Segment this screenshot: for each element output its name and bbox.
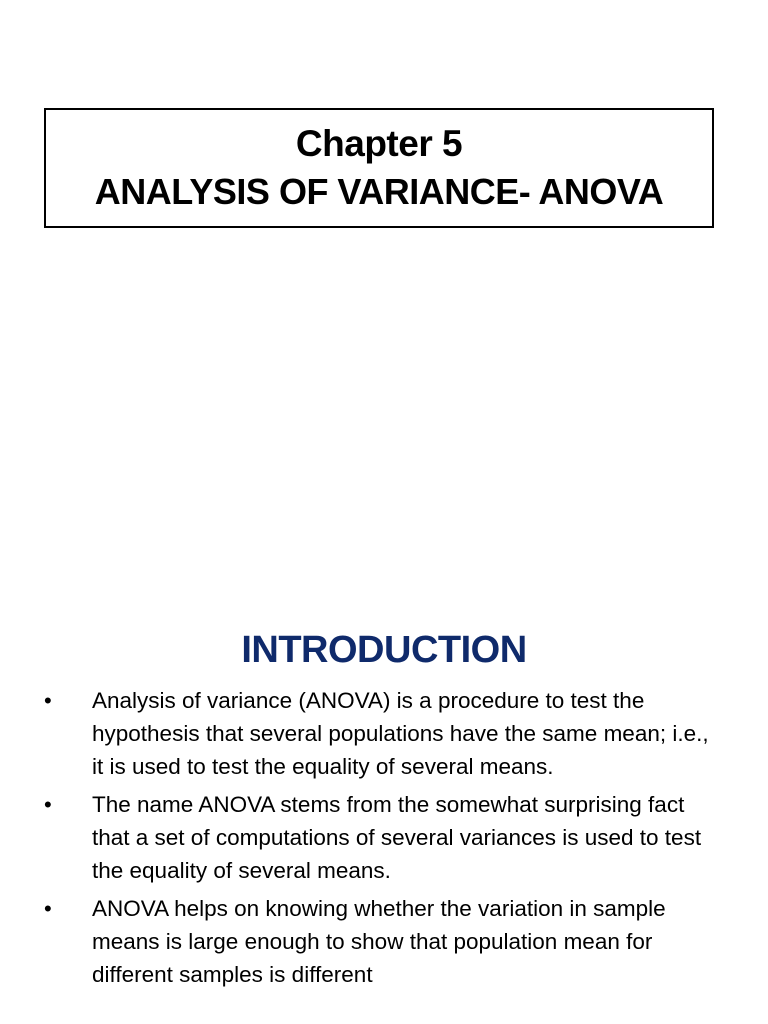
title-box [44,108,714,228]
bullet-item [44,788,724,887]
bullet-list [44,684,724,996]
bullet-text: Analysis of variance (ANOVA) is a procedure to test the hypothesis that several populations have the same mean; i.e., it is used to test the equality of several means. [92,688,709,779]
chapter-subtitle: ANALYSIS OF VARIANCE- ANOVA [94,171,664,212]
bullet-text: ANOVA helps on knowing whether the variation in sample means is large enough to show that population mean for different samples is different [92,896,666,987]
bullet-item [44,892,724,991]
bullet-item [44,684,724,783]
bullet-text: The name ANOVA stems from the somewhat surprising fact that a set of computations of several variances is used to test the equality of several means. [92,792,702,883]
bullet-dot-icon: • [44,792,52,817]
chapter-title: Chapter 5 [295,123,463,164]
introduction-slide [0,620,768,1024]
introduction-heading: INTRODUCTION [241,629,527,671]
bullet-dot-icon: • [44,688,52,713]
bullet-dot-icon: • [44,896,52,921]
